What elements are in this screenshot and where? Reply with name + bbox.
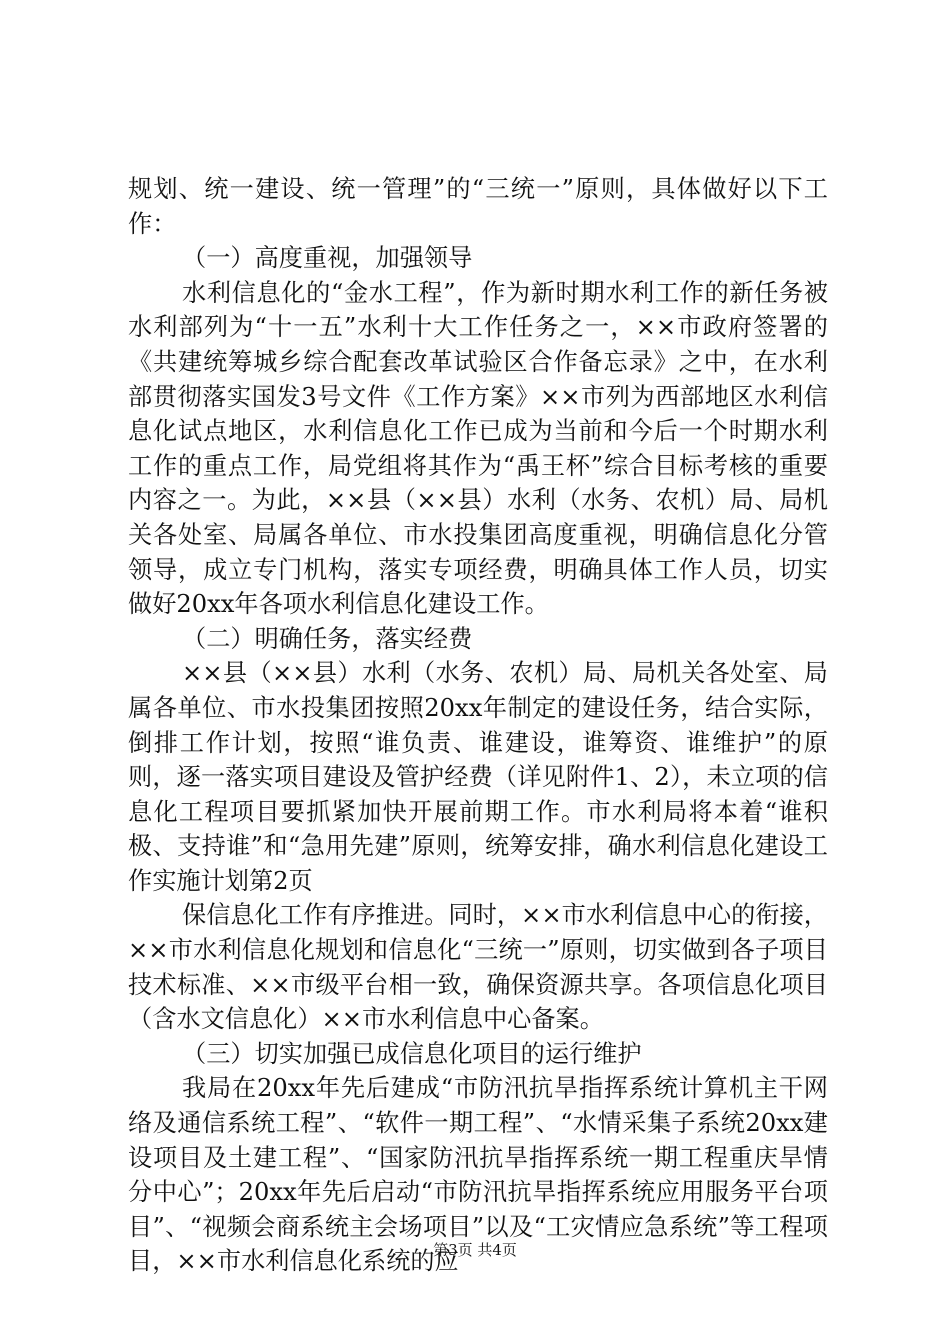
paragraph-continuation: 规划、统一建设、统一管理”的“三统一”原则，具体做好以下工作： xyxy=(128,175,828,238)
document-body xyxy=(128,172,828,1279)
section-heading-2: （二）明确任务，落实经费 xyxy=(182,624,473,653)
paragraph-body-1: 水利信息化的“金水工程”，作为新时期水利工作的新任务被水利部列为“十一五”水利十大工作任务之一，××市政府签署的《共建统筹城乡综合配套改革试验区合作备忘录》之中，在水利部贯彻落实国发3号文件《工作方案》××市列为西部地区水利信息化试点地区，水利信息化工作已成为当前和今后一个时期水利工作的重点工作，局党组将其作为“禹王杯”综合目标考核的重要内容之一。为此，××县（××县）水利（水务、农机）局、局机关各处室、局属各单位、市水投集团高度重视，明确信息化分管领导，成立专门机构，落实专项经费，明确具体工作人员，切实做好20xx年各项水利信息化建设工作。 xyxy=(128,278,828,619)
paragraph-body-3: 保信息化工作有序推进。同时，××市水利信息中心的衔接，××市水利信息化规划和信息化“三统一”原则，切实做到各子项目技术标准、××市级平台相一致，确保资源共享。各项信息化项目（含水文信息化）××市水利信息中心备案。 xyxy=(128,901,828,1034)
paragraph-body-2: ××县（××县）水利（水务、农机）局、局机关各处室、局属各单位、市水投集团按照20xx年制定的建设任务，结合实际，倒排工作计划，按照“谁负责、谁建设，谁筹资、谁维护”的原则，逐一落实项目建设及管护经费（详见附件1、2），未立项的信息化工程项目要抓紧加快开展前期工作。市水利局将本着“谁积极、支持谁”和“急用先建”原则，统筹安排，确水利信息化建设工作实施计划第2页 xyxy=(128,659,828,895)
paragraph-body-4: 我局在20xx年先后建成“市防汛抗旱指挥系统计算机主干网络及通信系统工程”、“软件一期工程”、“水情采集子系统20xx建设项目及土建工程”、“国家防汛抗旱指挥系统一期工程重庆旱情分中心”；20xx年先后启动“市防汛抗旱指挥系统应用服务平台项目”、“视频会商系统主会场项目”以及“工灾情应急系统”等工程项目，××市水利信息化系统的应 xyxy=(128,1074,828,1276)
page-number-footer: 第3页 共4页 xyxy=(433,1241,517,1259)
section-heading-3: （三）切实加强已成信息化项目的运行维护 xyxy=(182,1039,642,1068)
section-heading-1: （一）高度重视，加强领导 xyxy=(182,244,473,273)
